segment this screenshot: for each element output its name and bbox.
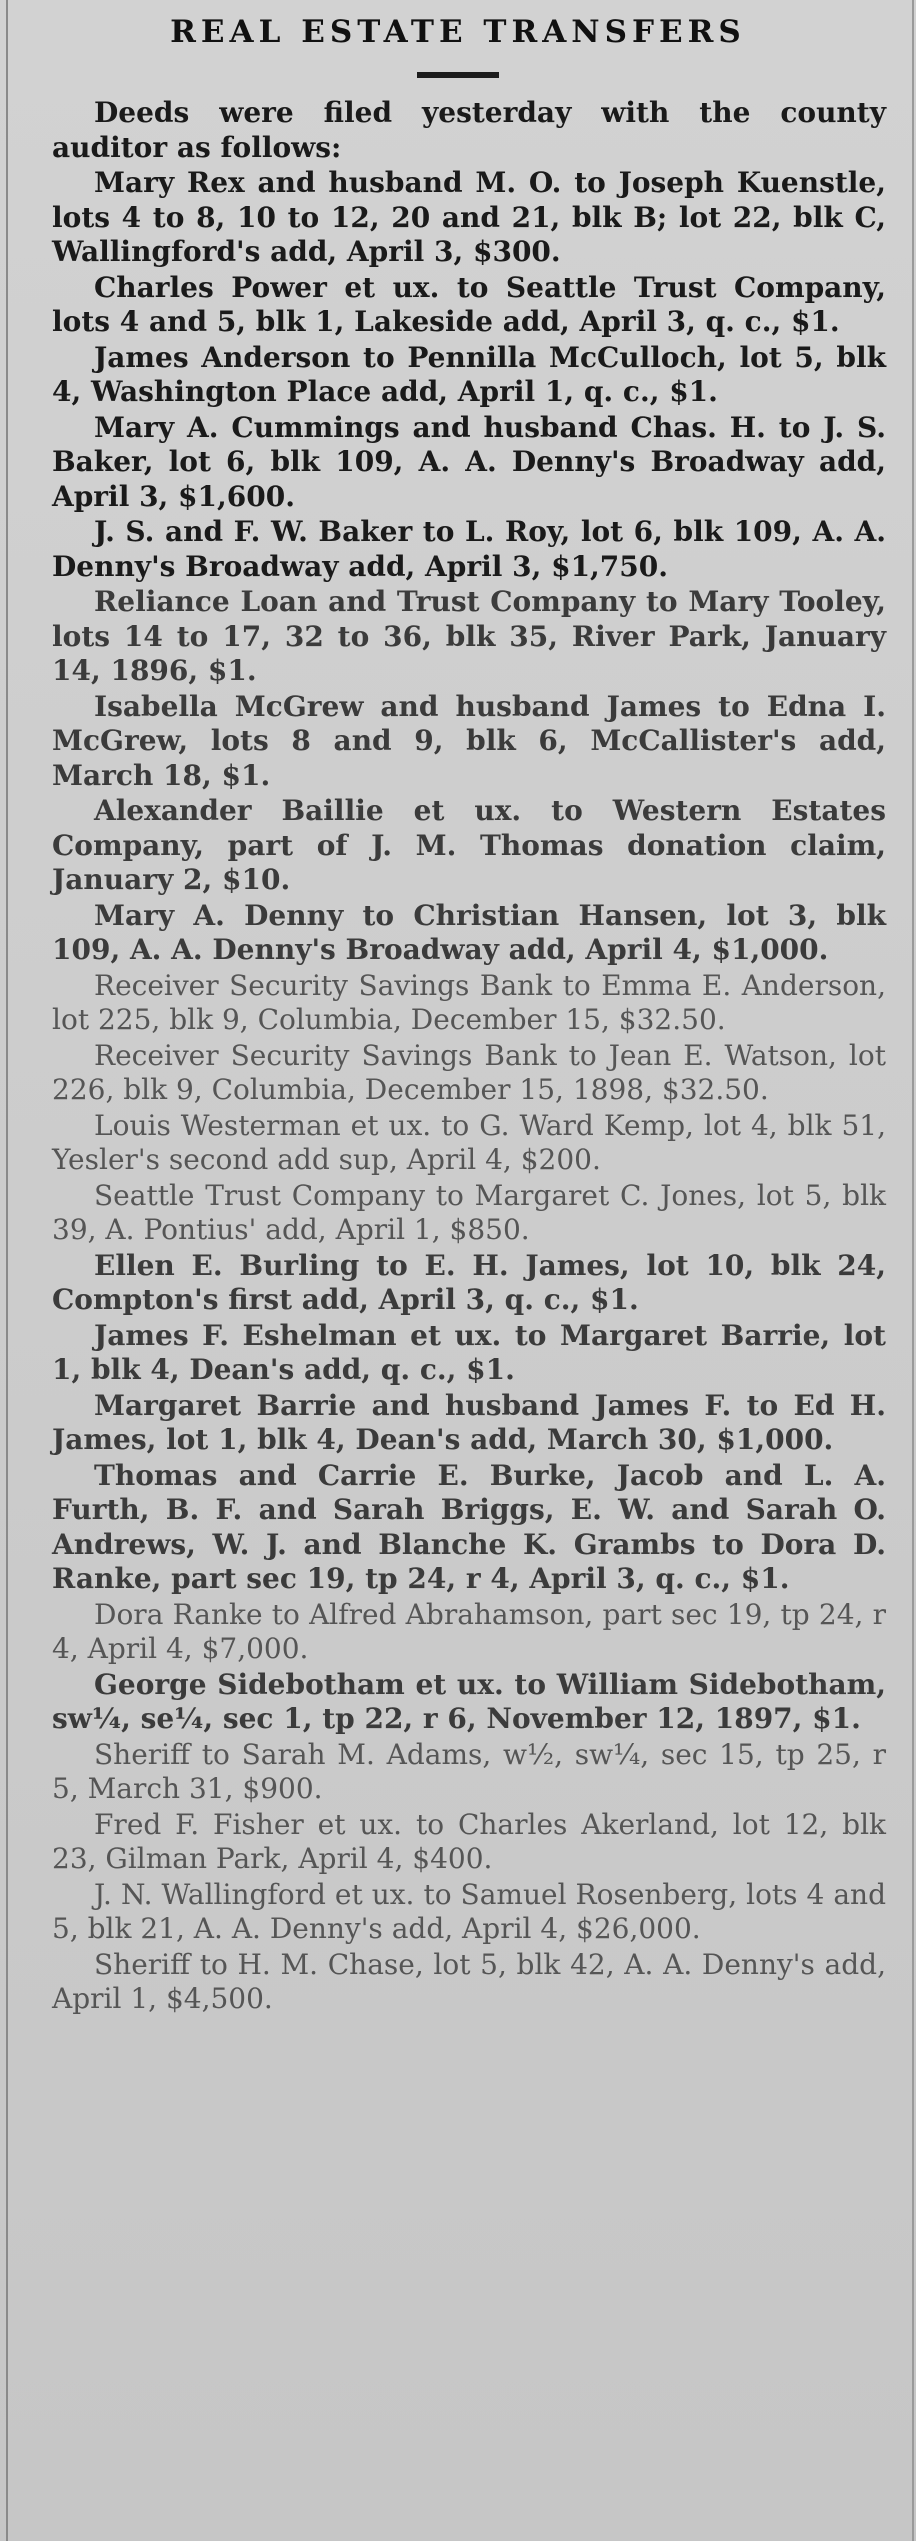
transfer-entry: James Anderson to Pennilla McCulloch, lot 5, blk 4, Washington Place add, April 1, q. c., $1.: [52, 340, 886, 408]
transfer-entry: James F. Eshelman et ux. to Margaret Barrie, lot 1, blk 4, Dean's add, q. c., $1.: [52, 1318, 886, 1386]
transfer-entry: George Sidebotham et ux. to William Sidebotham, sw¼, se¼, sec 1, tp 22, r 6, November 12, 1897, $1.: [52, 1667, 886, 1735]
article-body: [52, 96, 886, 2018]
transfer-entry: Dora Ranke to Alfred Abrahamson, part sec 19, tp 24, r 4, April 4, $7,000.: [52, 1597, 886, 1665]
transfer-entry: Isabella McGrew and husband James to Edna I. McGrew, lots 8 and 9, blk 6, McCallister's add, March 18, $1.: [52, 689, 886, 792]
transfer-entry: Seattle Trust Company to Margaret C. Jones, lot 5, blk 39, A. Pontius' add, April 1, $850.: [52, 1178, 886, 1246]
column-rule-left: [6, 0, 8, 2541]
transfer-entry: Reliance Loan and Trust Company to Mary Tooley, lots 14 to 17, 32 to 36, blk 35, River Park, January 14, 1896, $1.: [52, 585, 886, 687]
article-headline: REAL ESTATE TRANSFERS: [170, 14, 746, 50]
transfer-entry: Ellen E. Burling to E. H. James, lot 10, blk 24, Compton's first add, April 3, q. c., $1.: [52, 1248, 886, 1316]
transfer-entry: J. S. and F. W. Baker to L. Roy, lot 6, blk 109, A. A. Denny's Broadway add, April 3, $1,750.: [52, 515, 886, 583]
transfer-entry: Mary Rex and husband M. O. to Joseph Kuenstle, lots 4 to 8, 10 to 12, 20 and 21, blk B; lot 22, blk C, Wallingford's add, April 3, $300.: [52, 166, 886, 268]
transfer-entry: Louis Westerman et ux. to G. Ward Kemp, lot 4, blk 51, Yesler's second add sup, April 4, $200.: [52, 1108, 886, 1176]
transfer-entry: Mary A. Denny to Christian Hansen, lot 3, blk 109, A. A. Denny's Broadway add, April 4, $1,000.: [52, 898, 886, 966]
transfer-entry: Sheriff to Sarah M. Adams, w½, sw¼, sec 15, tp 25, r 5, March 31, $900.: [52, 1737, 886, 1805]
transfer-entry: J. N. Wallingford et ux. to Samuel Rosenberg, lots 4 and 5, blk 21, A. A. Denny's add, April 4, $26,000.: [52, 1877, 886, 1945]
transfer-entry: Thomas and Carrie E. Burke, Jacob and L. A. Furth, B. F. and Sarah Briggs, E. W. and Sarah O. Andrews, W. J. and Blanche K. Grambs to Dora D. Ranke, part sec 19, tp 24, r 4, April 3, q. c., $1.: [52, 1458, 886, 1595]
column-rule-right: [912, 0, 914, 2541]
transfer-entry: Fred F. Fisher et ux. to Charles Akerland, lot 12, blk 23, Gilman Park, April 4, $400.: [52, 1807, 886, 1875]
transfer-entry: Receiver Security Savings Bank to Emma E. Anderson, lot 225, blk 9, Columbia, December 15, $32.50.: [52, 968, 886, 1036]
transfer-entry: Charles Power et ux. to Seattle Trust Company, lots 4 and 5, blk 1, Lakeside add, April 3, q. c., $1.: [52, 270, 886, 338]
transfer-entry: Sheriff to H. M. Chase, lot 5, blk 42, A. A. Denny's add, April 1, $4,500.: [52, 1947, 886, 2015]
headline-dash-rule: [417, 72, 499, 78]
transfer-entry: Alexander Baillie et ux. to Western Estates Company, part of J. M. Thomas donation claim, January 2, $10.: [52, 794, 886, 896]
transfer-entry: Receiver Security Savings Bank to Jean E. Watson, lot 226, blk 9, Columbia, December 15, 1898, $32.50.: [52, 1038, 886, 1106]
article-intro: Deeds were filed yesterday with the county auditor as follows:: [52, 96, 886, 164]
transfer-entry: Margaret Barrie and husband James F. to Ed H. James, lot 1, blk 4, Dean's add, March 30, $1,000.: [52, 1388, 886, 1456]
transfer-entry: Mary A. Cummings and husband Chas. H. to J. S. Baker, lot 6, blk 109, A. A. Denny's Broadway add, April 3, $1,600.: [52, 410, 886, 513]
